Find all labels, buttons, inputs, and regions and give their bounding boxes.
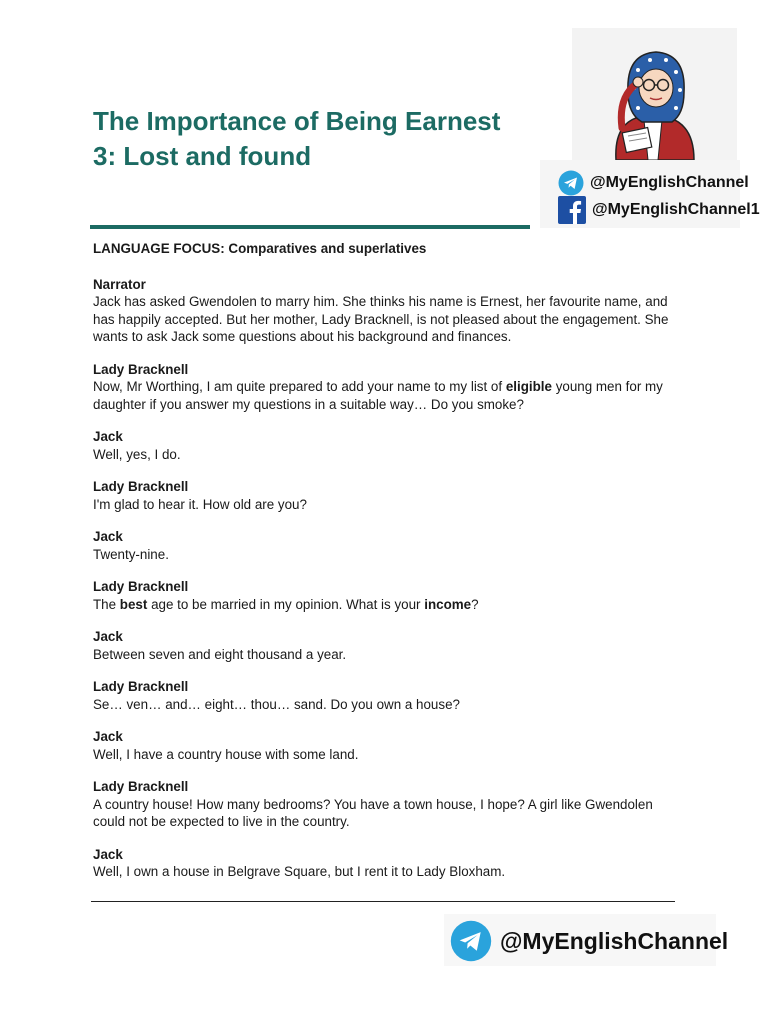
speech-text — [93, 378, 683, 413]
facebook-handle: @MyEnglishChannel1 — [592, 201, 760, 218]
telegram-icon — [450, 920, 492, 962]
speech-fragment: age to be married in my opinion. What is your — [147, 596, 425, 612]
speech-fragment: ? — [471, 596, 479, 612]
reader-illustration-icon — [598, 48, 708, 160]
title-divider — [90, 225, 530, 229]
speech-text — [93, 863, 683, 881]
speech-fragment: Now, Mr Worthing, I am quite prepared to add your name to my list of — [93, 379, 506, 394]
speech-text — [93, 446, 683, 464]
speech-text — [93, 293, 683, 346]
dialogue-entry — [93, 846, 683, 881]
key-word: eligible — [505, 379, 552, 394]
speech-text — [93, 546, 683, 564]
dialogue-entry — [93, 428, 683, 463]
speaker-name: Jack — [93, 729, 123, 744]
speech-fragment: Jack has asked Gwendolen to marry him. She thinks his name is Ernest, her favourite name, and has happily accepted. But her mother, Lady Bracknell, is not pleased about the engagement. She wants to ask Jack some questions about his background and finances. — [93, 294, 669, 344]
footer-divider — [91, 901, 675, 902]
speech-fragment: A country house! How many bedrooms? You have a town house, I hope? A girl like Gwendolen could not be expected to live in the country. — [93, 796, 653, 829]
speech-fragment: Se… ven… and… eight… thou… sand. Do you own a house? — [93, 696, 460, 712]
speech-text — [93, 696, 683, 714]
language-focus — [93, 240, 683, 258]
dialogue-entry — [93, 628, 683, 663]
facebook-link[interactable] — [558, 196, 760, 224]
speech-fragment: Well, I own a house in Belgrave Square, but I rent it to Lady Bloxham. — [93, 864, 506, 879]
page-title — [93, 104, 543, 174]
speaker-name: Narrator — [93, 276, 146, 292]
speaker-name: Jack — [93, 529, 123, 544]
speech-text — [93, 646, 683, 664]
title-line-1: The Importance of Being Earnest — [93, 106, 501, 136]
speaker-name: Lady Bracknell — [93, 479, 189, 494]
dialogue-content — [93, 240, 683, 896]
speaker-name: Lady Bracknell — [93, 779, 189, 794]
speech-fragment: Well, yes, I do. — [93, 446, 181, 462]
facebook-icon — [558, 196, 586, 224]
speech-fragment: Between seven and eight thousand a year. — [93, 646, 347, 662]
speaker-name: Lady Bracknell — [93, 579, 189, 594]
speech-text — [93, 596, 683, 614]
footer-telegram-handle: @MyEnglishChannel — [500, 927, 729, 954]
dialogue-entry — [93, 578, 683, 613]
dialogue-entry — [93, 678, 683, 713]
telegram-link[interactable] — [558, 170, 749, 196]
dialogue-entry — [93, 361, 683, 414]
speaker-name: Jack — [93, 429, 123, 444]
dialogue-entry — [93, 728, 683, 763]
speech-fragment: Well, I have a country house with some land. — [93, 746, 359, 762]
speaker-name: Lady Bracknell — [93, 679, 189, 694]
speaker-name: Jack — [93, 846, 123, 862]
dialogue-list — [93, 276, 683, 881]
speech-fragment: The — [93, 596, 120, 612]
footer-telegram-link[interactable] — [450, 920, 728, 962]
title-line-2: 3: Lost and found — [93, 141, 312, 171]
key-word: income — [424, 596, 472, 612]
speech-fragment: young men for my daughter if you answer my questions in a suitable way… Do you smoke? — [93, 379, 663, 412]
speech-text — [93, 796, 683, 831]
dialogue-entry — [93, 276, 683, 346]
dialogue-entry — [93, 528, 683, 563]
speaker-name: Jack — [93, 629, 123, 644]
language-focus-text: Comparatives and superlatives — [228, 241, 427, 256]
dialogue-entry — [93, 478, 683, 513]
speaker-name: Lady Bracknell — [93, 361, 189, 377]
speech-text — [93, 746, 683, 764]
speech-fragment: Twenty-nine. — [93, 546, 169, 562]
speech-text — [93, 496, 683, 514]
telegram-handle: @MyEnglishChannel — [590, 174, 749, 191]
language-focus-label: LANGUAGE FOCUS: — [93, 241, 225, 256]
telegram-icon — [558, 170, 584, 196]
key-word: best — [119, 596, 148, 612]
dialogue-entry — [93, 778, 683, 831]
speech-fragment: I'm glad to hear it. How old are you? — [93, 496, 307, 512]
